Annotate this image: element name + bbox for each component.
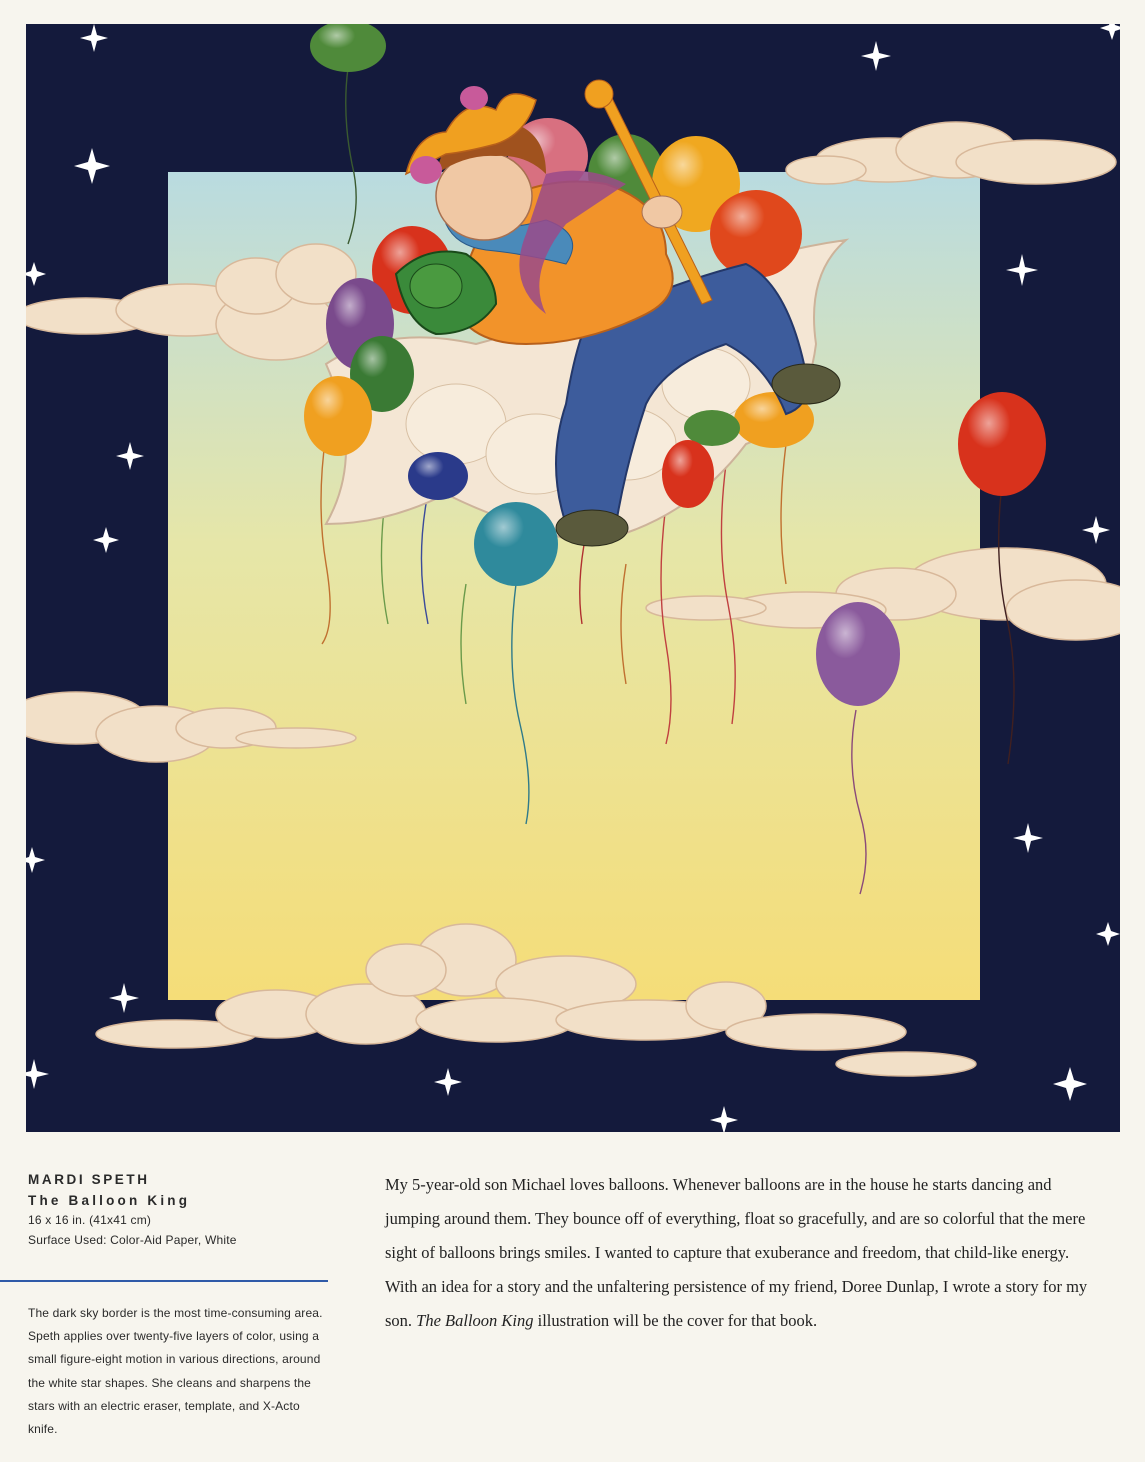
artist-name: MARDI SPETH (28, 1172, 150, 1187)
artwork-title: The Balloon King (28, 1193, 191, 1208)
statement-book-title: The Balloon King (416, 1311, 534, 1330)
artist-statement (385, 1168, 1105, 1338)
technique-note: The dark sky border is the most time-consuming area. Speth applies over twenty-five layers of color, using a small figure-eight motion in various directions, around the white star shapes. She cleans and sharpens the stars with an electric eraser, template, and X-Acto knife. (28, 1306, 323, 1437)
artwork-surface: Surface Used: Color-Aid Paper, White (28, 1233, 237, 1247)
statement-text-part1: My 5-year-old son Michael loves balloons. Whenever balloons are in the house he starts dancing and jumping around them. They bounce off of everything, float so gracefully, and are so colorful that the mere sight of balloons brings smiles. I wanted to capture that exuberance and freedom, that child-like energy. With an idea for a story and the unfaltering persistence of my friend, Doree Dunlap, I wrote a story for my son. (385, 1175, 1088, 1330)
artwork-the-balloon-king (26, 24, 1120, 1132)
balloon-purple-right (816, 602, 900, 706)
statement-text-part2: illustration will be the cover for that book. (533, 1311, 818, 1330)
caption-divider (0, 1280, 328, 1282)
artwork-size: 16 x 16 in. (41x41 cm) (28, 1213, 152, 1227)
balloon-red-right (958, 392, 1046, 496)
artwork-caption (28, 1172, 328, 1253)
